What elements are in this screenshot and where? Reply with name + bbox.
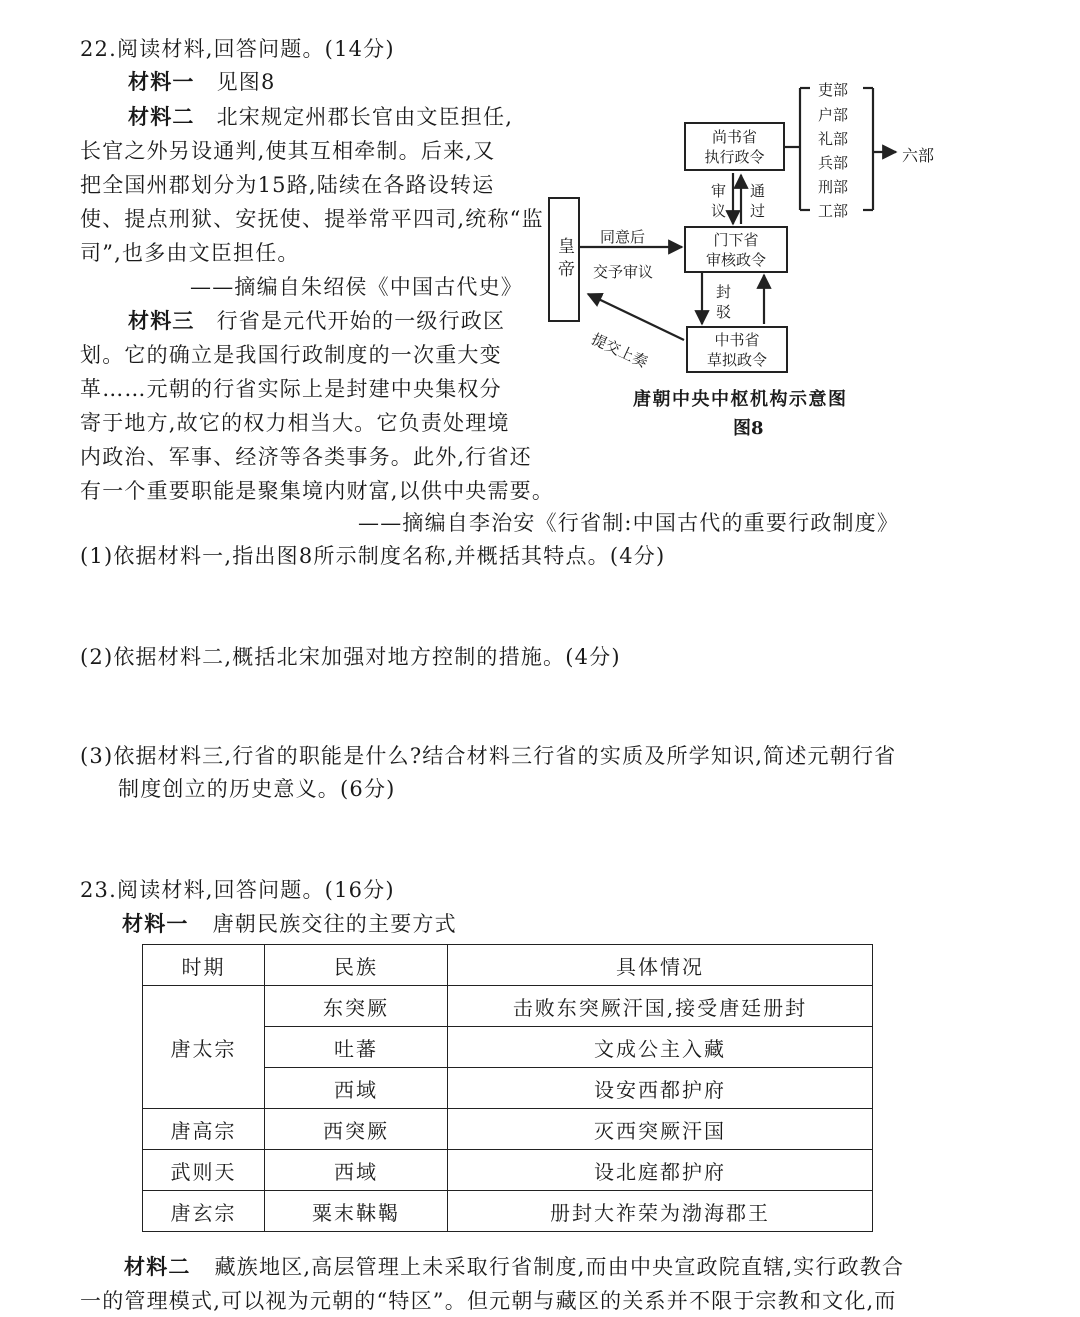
material-title: 唐朝民族交往的主要方式 xyxy=(212,912,457,936)
material-line: 划。它的确立是我国行政制度的一次重大变 xyxy=(80,343,502,367)
table-cell: 武则天 xyxy=(143,1150,265,1191)
shangshu-role: 执行政令 xyxy=(704,147,765,166)
material-line: 有一个重要职能是聚集境内财富,以供中央需要。 xyxy=(80,479,555,503)
table-cell: 册封大祚荣为渤海郡王 xyxy=(448,1191,873,1232)
label-agree: 同意后 xyxy=(600,228,646,246)
figure-caption: 唐朝中央中枢机构示意图 xyxy=(633,389,848,410)
material-label: 材料一 xyxy=(122,911,189,936)
ministry-item: 户部 xyxy=(818,106,849,124)
material-line: 一的管理模式,可以视为元朝的“特区”。但元朝与藏区的关系并不限于宗教和文化,而 xyxy=(80,1289,897,1313)
material-line: 行省是元代开始的一级行政区 xyxy=(216,309,506,333)
label-yi: 议 xyxy=(711,202,727,220)
material-label: 材料二 xyxy=(124,1254,191,1279)
zhongshu-box xyxy=(686,326,788,373)
table-cell: 唐太宗 xyxy=(143,986,265,1109)
ministry-item: 工部 xyxy=(818,202,849,220)
emperor-label: 皇帝 xyxy=(554,236,574,283)
table-cell: 吐蕃 xyxy=(265,1027,448,1068)
table-cell: 西突厥 xyxy=(265,1109,448,1150)
table-cell: 唐玄宗 xyxy=(143,1191,265,1232)
diagram-lines xyxy=(0,0,1080,560)
table-cell: 设安西都护府 xyxy=(448,1068,873,1109)
table-cell: 唐高宗 xyxy=(143,1109,265,1150)
material-line: 革……元朝的行省实际上是封建中央集权分 xyxy=(80,377,502,401)
table-cell: 西域 xyxy=(265,1068,448,1109)
material-line: 北宋规定州郡长官由文臣担任, xyxy=(216,105,514,129)
six-ministries-label: 六部 xyxy=(902,146,935,165)
figure-number: 图8 xyxy=(733,418,764,439)
material-source: ——摘编自李治安《行省制:中国古代的重要行政制度》 xyxy=(358,511,900,535)
material-label: 材料一 xyxy=(128,69,195,94)
material-line: 藏族地区,高层管理上未采取行省制度,而由中央宣政院直辖,实行政教合 xyxy=(214,1255,905,1279)
material-source: ——摘编自朱绍侯《中国古代史》 xyxy=(190,275,523,299)
table-cell: 东突厥 xyxy=(265,986,448,1027)
ministry-item: 兵部 xyxy=(818,154,849,172)
emperor-box xyxy=(548,197,580,322)
material-text: 见图8 xyxy=(216,70,276,94)
label-guo: 过 xyxy=(750,202,766,220)
shangshu-name: 尚书省 xyxy=(711,127,757,146)
label-feng: 封 xyxy=(716,283,732,301)
table-header: 时期 xyxy=(143,945,265,986)
question-1: (1)依据材料一,指出图8所示制度名称,并概括其特点。(4分) xyxy=(80,544,666,568)
material-line: 使、提点刑狱、安抚使、提举常平四司,统称“监 xyxy=(80,207,544,231)
zhongshu-role: 草拟政令 xyxy=(706,350,767,369)
material-label: 材料二 xyxy=(128,104,195,129)
label-shen: 审 xyxy=(711,182,727,200)
label-tong: 通 xyxy=(750,182,766,200)
material-line: 把全国州郡划分为15路,陆续在各路设转运 xyxy=(80,173,495,197)
ethnic-relations-table xyxy=(142,944,873,1232)
zhongshu-name: 中书省 xyxy=(714,330,760,349)
material-label: 材料三 xyxy=(128,308,195,333)
table-cell: 击败东突厥汗国,接受唐廷册封 xyxy=(448,986,873,1027)
table-cell: 西域 xyxy=(265,1150,448,1191)
menxia-name: 门下省 xyxy=(713,230,759,249)
menxia-role: 审核政令 xyxy=(705,250,766,269)
shangshu-box xyxy=(684,122,785,171)
material-line: 寄于地方,故它的权力相当大。它负责处理境 xyxy=(80,411,510,435)
question-2: (2)依据材料二,概括北宋加强对地方控制的措施。(4分) xyxy=(80,645,621,669)
table-row xyxy=(143,1150,873,1191)
ministry-item: 吏部 xyxy=(818,81,849,99)
table-row xyxy=(143,986,873,1027)
ministry-item: 礼部 xyxy=(818,130,849,148)
table-cell: 灭西突厥汗国 xyxy=(448,1109,873,1150)
table-header: 民族 xyxy=(265,945,448,986)
table-cell: 文成公主入藏 xyxy=(448,1027,873,1068)
table-row xyxy=(143,1109,873,1150)
table-header-row xyxy=(143,945,873,986)
ministry-item: 刑部 xyxy=(818,178,849,196)
label-bo: 驳 xyxy=(716,303,732,321)
table-row xyxy=(143,1191,873,1232)
question-3-cont: 制度创立的历史意义。(6分) xyxy=(118,777,396,801)
q23-heading: 23.阅读材料,回答问题。(16分) xyxy=(80,878,395,902)
label-review-give: 交予审议 xyxy=(593,263,654,281)
table-cell: 粟末靺鞨 xyxy=(265,1191,448,1232)
material-line: 长官之外另设通判,使其互相牵制。后来,又 xyxy=(80,139,496,163)
label-submit: 提交上奏 xyxy=(588,329,651,372)
material-line: 司”,也多由文臣担任。 xyxy=(80,241,300,265)
material-line: 内政治、军事、经济等各类事务。此外,行省还 xyxy=(80,445,532,469)
q22-heading: 22.阅读材料,回答问题。(14分) xyxy=(80,37,395,61)
table-cell: 设北庭都护府 xyxy=(448,1150,873,1191)
table-header: 具体情况 xyxy=(448,945,873,986)
question-3: (3)依据材料三,行省的职能是什么?结合材料三行省的实质及所学知识,简述元朝行省 xyxy=(80,744,897,768)
q23-material-1 xyxy=(122,909,457,939)
menxia-box xyxy=(684,226,788,273)
